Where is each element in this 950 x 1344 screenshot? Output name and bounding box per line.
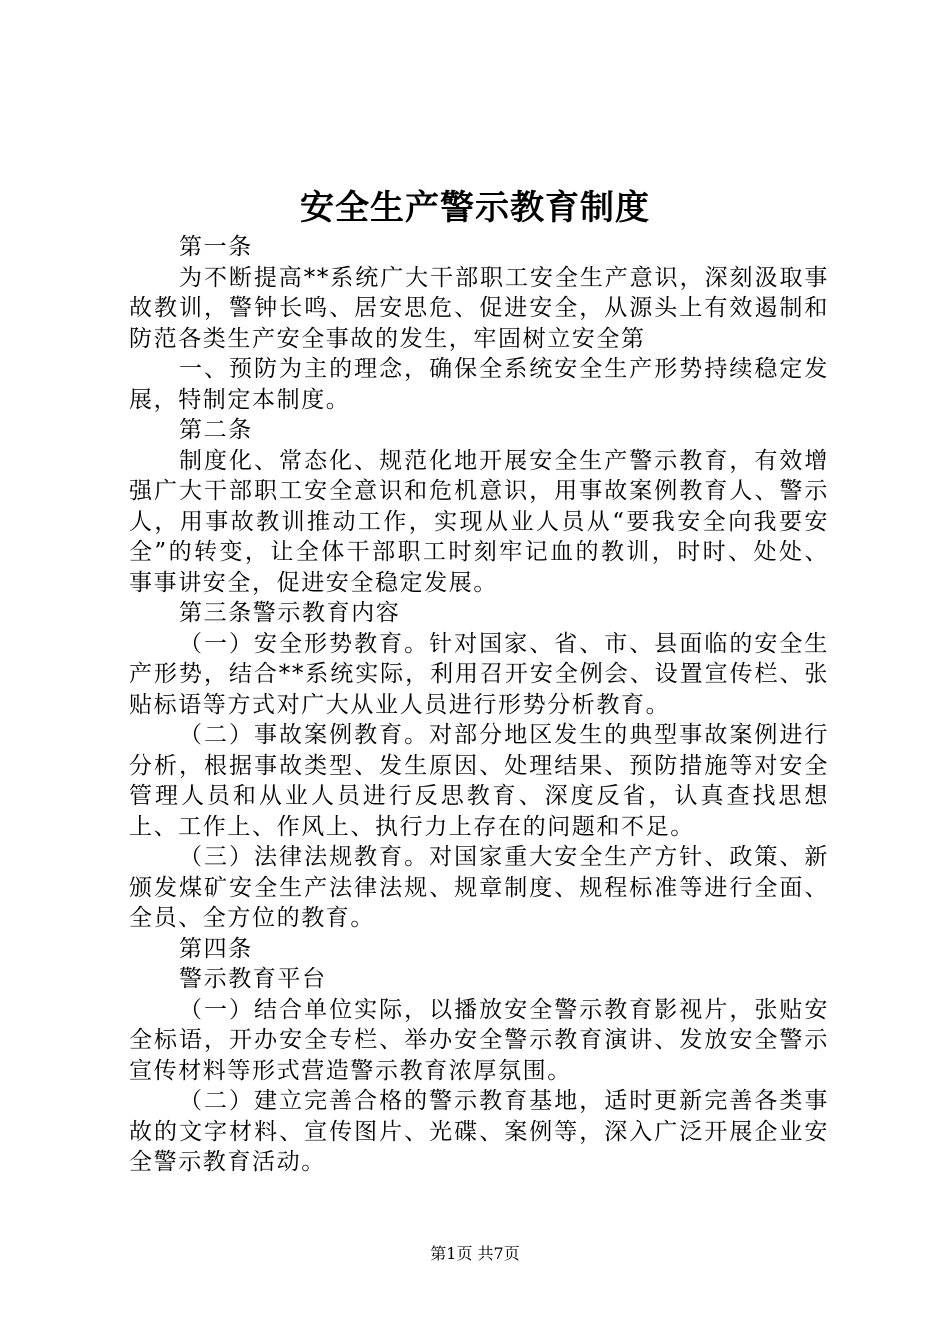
- paragraph-article-1-heading: 第一条: [179, 234, 253, 260]
- paragraph-article-3-item-3: （三）法律法规教育。对国家重大安全生产方针、政策、新颁发煤矿安全生产法律法规、规章制度、规程标准等进行全面、全员、全方位的教育。: [129, 844, 829, 931]
- page-number-footer: 第1页 共7页: [430, 1244, 520, 1263]
- paragraph-article-1-continuation: 一、预防为主的理念，确保全系统安全生产形势持续稳定发展，特制定本制度。: [129, 356, 829, 413]
- paragraph-article-3-item-2: （二）事故案例教育。对部分地区发生的典型事故案例进行分析，根据事故类型、发生原因、处理结果、预防措施等对安全管理人员和从业人员进行反思教育、深度反省，认真查找思想上、工作上、作风上、执行力上存在的问题和不足。: [129, 722, 829, 840]
- paragraph-article-4-item-2: （二）建立完善合格的警示教育基地，适时更新完善各类事故的文字材料、宣传图片、光碟、案例等，深入广泛开展企业安全警示教育活动。: [129, 1088, 829, 1175]
- paragraph-article-4-heading: 第四条: [179, 935, 253, 962]
- paragraph-article-4-item-1: （一）结合单位实际，以播放安全警示教育影视片，张贴安全标语，开办安全专栏、举办安全警示教育演讲、发放安全警示宣传材料等形式营造警示教育浓厚氛围。: [129, 996, 829, 1084]
- document-title: 安全生产警示教育制度: [300, 188, 650, 228]
- paragraph-article-2-heading: 第二条: [179, 417, 253, 443]
- document-body: [129, 232, 829, 1178]
- paragraph-article-1-text: 为不断提高**系统广大干部职工安全生产意识，深刻汲取事故教训，警钟长鸣、居安思危、促进安全，从源头上有效遏制和防范各类生产安全事故的发生，牢固树立安全第: [129, 264, 829, 352]
- paragraph-article-4-subheading: 警示教育平台: [179, 966, 327, 992]
- paragraph-article-3-heading: 第三条警示教育内容: [179, 600, 401, 626]
- paragraph-article-2-text: 制度化、常态化、规范化地开展安全生产警示教育，有效增强广大干部职工安全意识和危机意识，用事故案例教育人、警示人，用事故教训推动工作，实现从业人员从“要我安全向我要安全”的转变，让全体干部职工时刻牢记血的教训，时时、处处、事事讲安全，促进安全稳定发展。: [129, 447, 829, 596]
- paragraph-article-3-item-1: （一）安全形势教育。针对国家、省、市、县面临的安全生产形势，结合**系统实际，利用召开安全例会、设置宣传栏、张贴标语等方式对广大从业人员进行形势分析教育。: [129, 630, 829, 718]
